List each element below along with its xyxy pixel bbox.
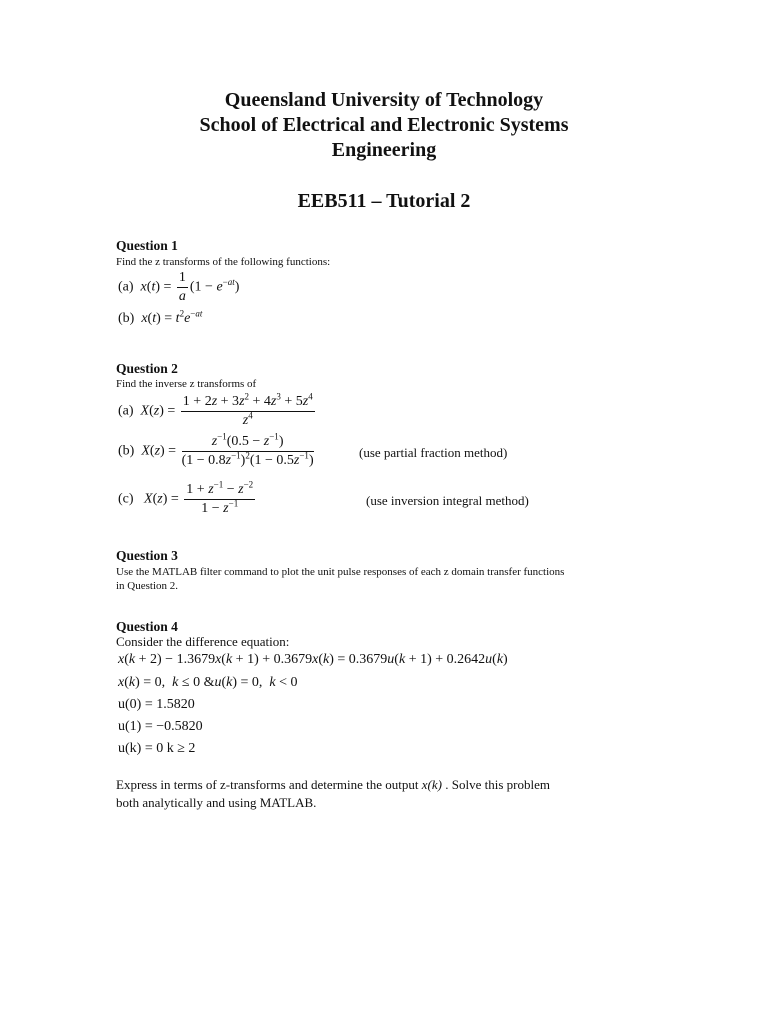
q4-initial-conditions: x(k) = 0, k ≤ 0 &u(k) = 0, k < 0 <box>118 675 298 690</box>
school-title-line1: School of Electrical and Electronic Systems <box>199 114 569 136</box>
q2b-label: (b) <box>118 443 135 459</box>
q1a-label: (a) <box>118 279 134 295</box>
question-3-text-line2: in Question 2. <box>116 580 179 592</box>
q1b-equation: (b) $x(t) = t^2e^{-at}$ <box>118 308 203 326</box>
question-1-title: Question 1 <box>116 238 178 253</box>
q2a-label: (a) <box>118 403 134 419</box>
q2c-label: (c) <box>118 491 134 507</box>
q4-closing-var: x(k) <box>421 777 442 792</box>
q4-u1: u(1) = −0.5820 <box>118 719 203 734</box>
q2a-equation: (a) X(z) = $\frac{1 + 2z + 3z^2 + 4z^3 + 5z^4}{z^4}$ <box>118 391 313 428</box>
question-3-title: Question 3 <box>116 548 178 563</box>
question-4-intro: Consider the difference equation: <box>116 634 290 649</box>
q1a-equation: (a) x(t) = $\frac{1}{a}$ $(1 - e^{-at})$ <box>118 270 240 304</box>
q4-difference-equation: x(k + 2) − 1.3679x(k + 1) + 0.3679x(k) = 0.3679u(k + 1) + 0.2642u(k) <box>118 652 508 667</box>
question-1-text: Find the z transforms of the following functions: <box>116 256 331 268</box>
tutorial-title: EEB511 – Tutorial 2 <box>297 190 471 212</box>
university-title: Queensland University of Technology <box>224 89 544 111</box>
question-2-text: Find the inverse z transforms of <box>116 378 257 390</box>
q1b-label: (b) <box>118 311 135 326</box>
question-3-text-line1: Use the MATLAB filter command to plot the unit pulse responses of each z domain transfer functions <box>116 566 565 578</box>
q2b-equation: (b) X(z) = $\frac{z^{-1}(0.5 - z^{-1})}{(1 - 0.8z^{-1})^2(1 - 0.5z^{-1})}$ <box>118 431 314 468</box>
q2c-equation: (c) X(z) = $\frac{1 + z^{-1} - z^{-2}}{1 - z^{-1}}$ <box>118 479 254 516</box>
question-4-title: Question 4 <box>116 619 178 634</box>
question-2-title: Question 2 <box>116 361 178 376</box>
q4-closing-line2: both analytically and using MATLAB. <box>116 795 317 810</box>
q4-closing-tail: . Solve this problem <box>441 777 550 792</box>
q4-closing-text: Express in terms of z-transforms and determine the output <box>116 777 422 792</box>
q2b-method-note: (use partial fraction method) <box>359 445 508 460</box>
q4-uk: u(k) = 0 k ≥ 2 <box>118 741 196 756</box>
q4-u0: u(0) = 1.5820 <box>118 697 195 712</box>
q2c-method-note: (use inversion integral method) <box>366 493 529 508</box>
school-title-line2: Engineering <box>331 139 437 161</box>
q4-closing-line1 <box>116 777 550 793</box>
